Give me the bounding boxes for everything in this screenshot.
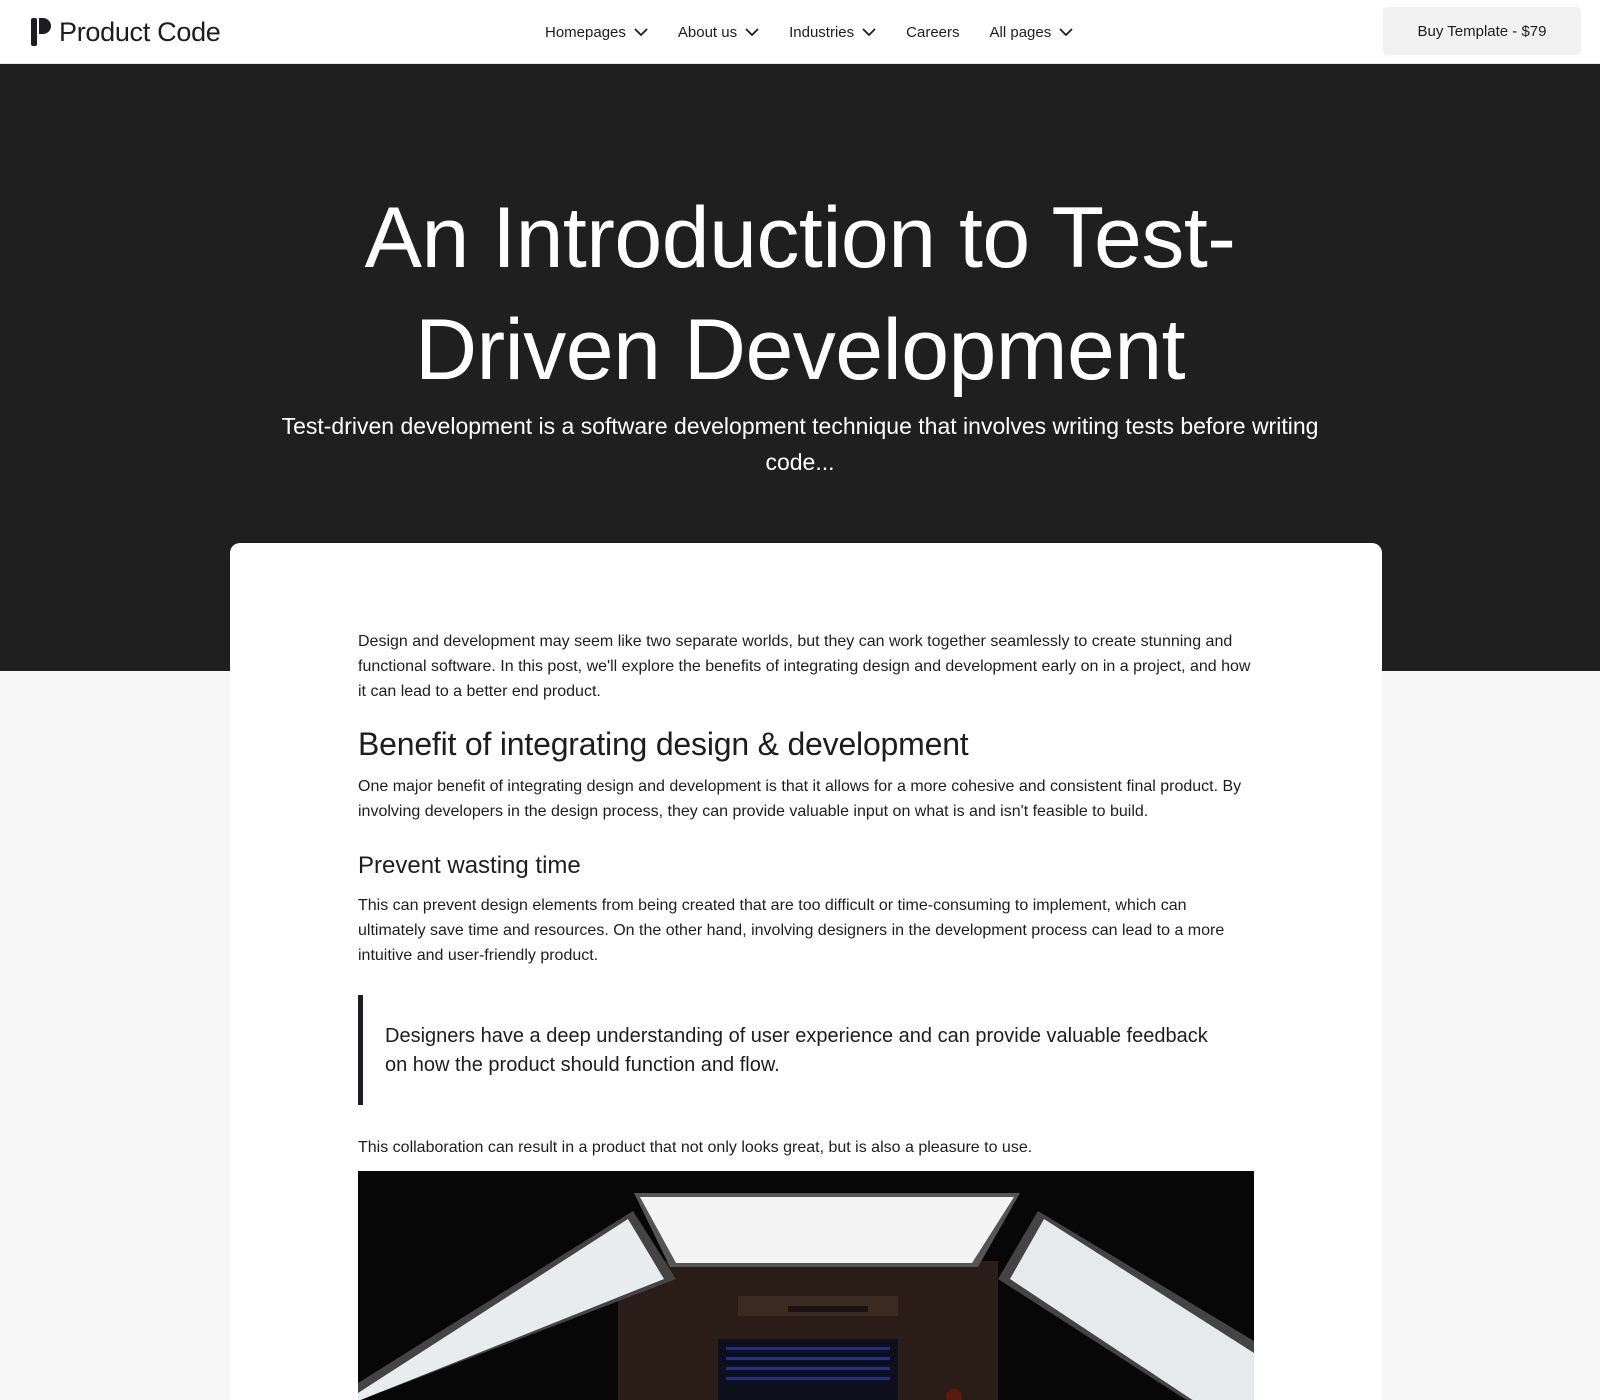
chevron-down-icon <box>1059 28 1073 37</box>
article-body <box>358 629 1254 1400</box>
subsection-heading: Prevent wasting time <box>358 852 581 879</box>
nav-item-industries[interactable] <box>789 24 876 41</box>
nav-item-label: All pages <box>989 23 1052 41</box>
chevron-down-icon <box>862 28 876 37</box>
chevron-down-icon <box>745 28 759 37</box>
page-subtitle: Test-driven development is a software development technique that involves writing tests before writing code... <box>281 413 1319 475</box>
main-nav <box>545 0 1073 64</box>
article-paragraph: This can prevent design elements from being created that are too difficult or time-consuming to implement, which can ultimately save time and resources. On the other hand, involving designers in the development process can lead to a more intuitive and user-friendly product. <box>358 897 1225 964</box>
nav-item-all-pages[interactable] <box>990 24 1074 41</box>
brand-link[interactable] <box>31 17 221 47</box>
page-title <box>300 182 1300 406</box>
workstation-photo <box>358 1171 1254 1400</box>
article-card <box>230 543 1382 1400</box>
nav-item-label: Homepages <box>545 23 626 41</box>
chevron-down-icon <box>634 28 648 37</box>
article-paragraph: One major benefit of integrating design and development is that it allows for a more cohesive and consistent final product. By involving developers in the design process, they can provide valuable input on what is and isn't feasible to build. <box>358 778 1242 820</box>
article-image <box>358 1171 1254 1400</box>
page-title-line-1: An Introduction to Test- <box>364 190 1236 286</box>
nav-item-homepages[interactable] <box>545 24 648 41</box>
blockquote: Designers have a deep understanding of user experience and can provide valuable feedback on how the product should function and flow. <box>358 995 1254 1105</box>
nav-item-about-us[interactable] <box>678 24 759 41</box>
site-header <box>0 0 1600 64</box>
nav-item-careers[interactable] <box>906 24 959 41</box>
nav-item-label: About us <box>677 23 738 41</box>
buy-template-button[interactable]: Buy Template - $79 <box>1383 7 1581 55</box>
nav-item-label: Careers <box>906 23 960 41</box>
article-intro: Design and development may seem like two separate worlds, but they can work together seamlessly to create stunning and functional software. In this post, we'll explore the benefits of integrating design and development early on in a project, and how it can lead to a better end product. <box>358 633 1251 700</box>
section-heading: Benefit of integrating design & development <box>358 726 969 762</box>
product-code-logo-icon <box>31 18 51 46</box>
article-paragraph: This collaboration can result in a product that not only looks great, but is also a pleasure to use. <box>358 1139 1033 1156</box>
brand-name: Product Code <box>59 16 221 47</box>
page-title-line-2: Driven Development <box>414 302 1186 398</box>
nav-item-label: Industries <box>789 23 855 41</box>
